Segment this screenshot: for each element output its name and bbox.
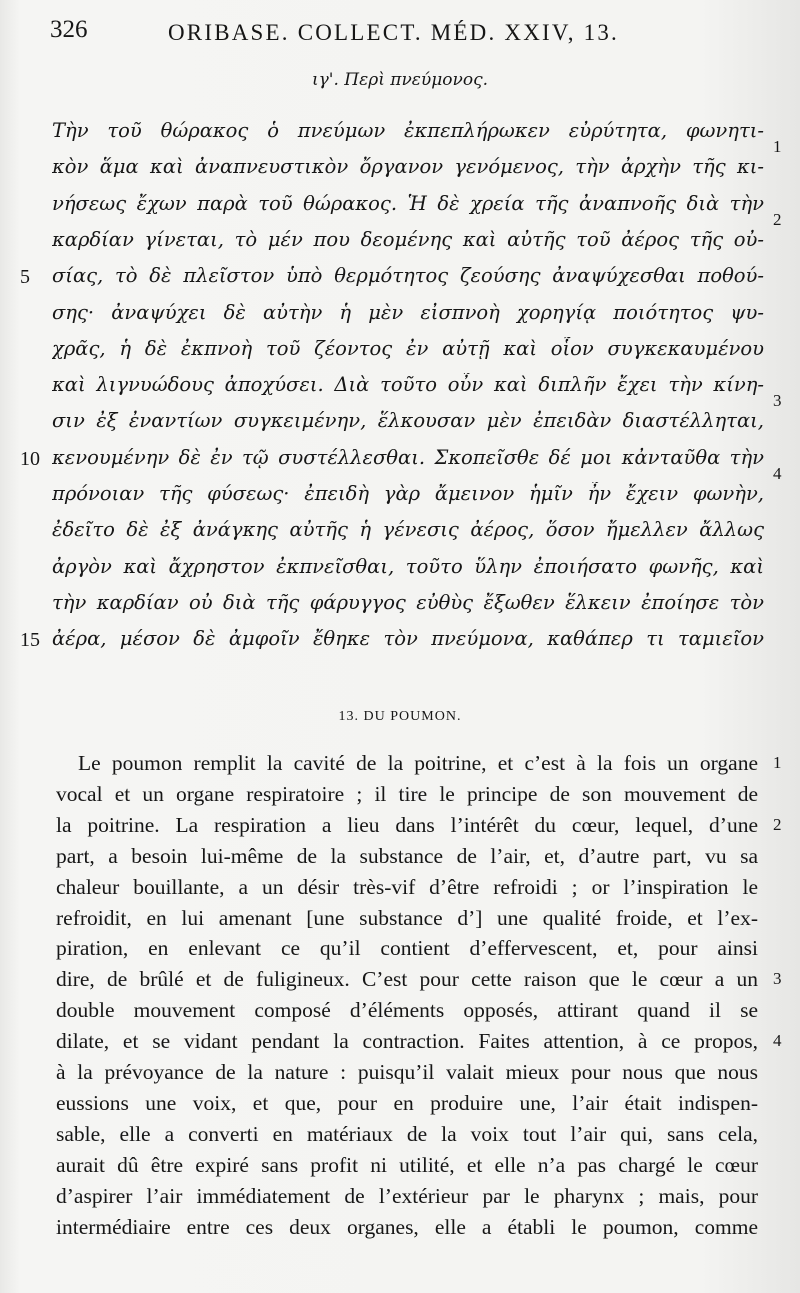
- french-text-line: dire, de brûlé et de fuligineux. C’est pour cette raison que le cœur a un: [56, 967, 758, 991]
- french-text-line: intermédiaire entre ces deux organes, elle a établi le poumon, comme: [56, 1215, 758, 1239]
- french-text-line: d’aspirer l’air immédiatement de l’extérieur par le pharynx ; mais, pour: [56, 1184, 758, 1208]
- greek-text-line: κενουμένην δὲ ἐν τῷ συστέλλεσθαι. Σκοπεῖσθε δέ μοι κἀνταῦθα τὴν: [52, 446, 764, 469]
- greek-text-line: ἀργὸν καὶ ἄχρηστον ἐκπνεῖσθαι, τοῦτο ὕλην ἐποιήσατο φωνῆς, καὶ: [52, 555, 764, 578]
- greek-text-line: σίας, τὸ δὲ πλεῖστον ὑπὸ θερμότητος ζεούσης ἀναψύχεσθαι ποθού-: [52, 264, 764, 287]
- greek-text-line: νήσεως ἔχων παρὰ τοῦ θώρακος. Ἡ δὲ χρεία τῆς ἀναπνοῆς διὰ τὴν: [52, 192, 764, 215]
- french-text-line: refroidit, en lui amenant [une substance d’] une qualité froide, et l’ex-: [56, 906, 758, 930]
- french-text-line: double mouvement composé d’éléments opposés, attirant quand il se: [56, 998, 758, 1022]
- greek-paragraph-marker: 1: [773, 137, 782, 156]
- running-title: ORIBASE. COLLECT. MÉD. XXIV, 13.: [168, 20, 619, 45]
- french-text-line: chaleur bouillante, a un désir très-vif d’être refroidi ; or l’inspiration le: [56, 875, 758, 899]
- greek-line-number: 15: [20, 629, 40, 651]
- french-paragraph-marker: 2: [773, 815, 782, 834]
- french-text-line: la poitrine. La respiration a lieu dans l’intérêt du cœur, lequel, d’une: [56, 813, 758, 837]
- greek-paragraph-marker: 3: [773, 391, 782, 410]
- french-text-line: eussions une voix, et que, pour en produire une, l’air était indispen-: [56, 1091, 758, 1115]
- running-header: [0, 10, 800, 46]
- greek-text-line: κὸν ἅμα καὶ ἀναπνευστικὸν ὄργανον γενόμενος, τὴν ἀρχὴν τῆς κι-: [52, 155, 764, 178]
- greek-text-line: Τὴν τοῦ θώρακος ὁ πνεύμων ἐκπεπλήρωκεν εὐρύτητα, φωνητι-: [52, 119, 764, 142]
- greek-paragraph-marker: 2: [773, 210, 782, 229]
- french-section-heading: 13. DU POUMON.: [338, 709, 462, 724]
- greek-text-line: ἐδεῖτο δὲ ἐξ ἀνάγκης αὐτῆς ἡ γένεσις ἀέρος, ὅσον ἤμελλεν ἄλλως: [52, 518, 764, 541]
- greek-text-line: σης· ἀναψύχει δὲ αὐτὴν ἡ μὲν εἰσπνοὴ χορηγίᾳ ποιότητος ψυ-: [52, 301, 764, 324]
- greek-paragraph-marker: 4: [773, 464, 782, 483]
- french-paragraph-marker: 1: [773, 753, 782, 772]
- greek-line-number: 5: [20, 266, 30, 288]
- greek-line-number: 10: [20, 448, 40, 470]
- french-text-line: aurait dû être expiré sans profit ni utilité, et elle n’a pas chargé le cœur: [56, 1153, 758, 1177]
- greek-text-line: καὶ λιγνυώδους ἀποχύσει. Διὰ τοῦτο οὖν καὶ διπλῆν ἔχει τὴν κίνη-: [52, 373, 764, 396]
- french-text-line: à la prévoyance de la nature : puisqu’il valait mieux pour nous que nous: [56, 1060, 758, 1084]
- french-text-line: Le poumon remplit la cavité de la poitrine, et c’est à la fois un organe: [78, 751, 758, 775]
- greek-text-line: καρδίαν γίνεται, τὸ μέν που δεομένης καὶ αὐτῆς τοῦ ἀέρος τῆς οὐ-: [52, 228, 764, 251]
- french-paragraph-marker: 4: [773, 1031, 782, 1050]
- french-text-line: part, a besoin lui-même de la substance de l’air, et, d’autre part, vu sa: [56, 844, 758, 868]
- greek-text-line: ἀέρα, μέσον δὲ ἀμφοῖν ἔθηκε τὸν πνεύμονα, καθάπερ τι ταμιεῖον: [52, 627, 764, 650]
- greek-text-line: σιν ἐξ ἐναντίων συγκειμένην, ἕλκουσαν μὲν ἐπειδὰν διαστέλληται,: [52, 409, 764, 432]
- greek-section-heading: ιγ'. Περὶ πνεύμονος.: [311, 70, 489, 90]
- greek-text-line: πρόνοιαν τῆς φύσεως· ἐπειδὴ γὰρ ἄμεινον ἡμῖν ἦν ἔχειν φωνὴν,: [52, 482, 764, 505]
- greek-text-line: τὴν καρδίαν οὐ διὰ τῆς φάρυγγος εὐθὺς ἔξωθεν ἕλκειν ἐποίησε τὸν: [52, 591, 764, 614]
- page-number: 326: [50, 16, 88, 43]
- greek-text-line: χρᾶς, ἡ δὲ ἐκπνοὴ τοῦ ζέοντος ἐν αὐτῇ καὶ οἷον συγκεκαυμένου: [52, 337, 764, 360]
- french-paragraph-marker: 3: [773, 969, 782, 988]
- french-text-line: sable, elle a converti en matériaux de la voix tout l’air qui, sans cela,: [56, 1122, 758, 1146]
- french-text-line: dilate, et se vidant pendant la contraction. Faites attention, à ce propos,: [56, 1029, 758, 1053]
- french-text-line: vocal et un organe respiratoire ; il tire le principe de son mouvement de: [56, 782, 758, 806]
- french-text-line: piration, en enlevant ce qu’il contient d’effervescent, et, pour ainsi: [56, 936, 758, 960]
